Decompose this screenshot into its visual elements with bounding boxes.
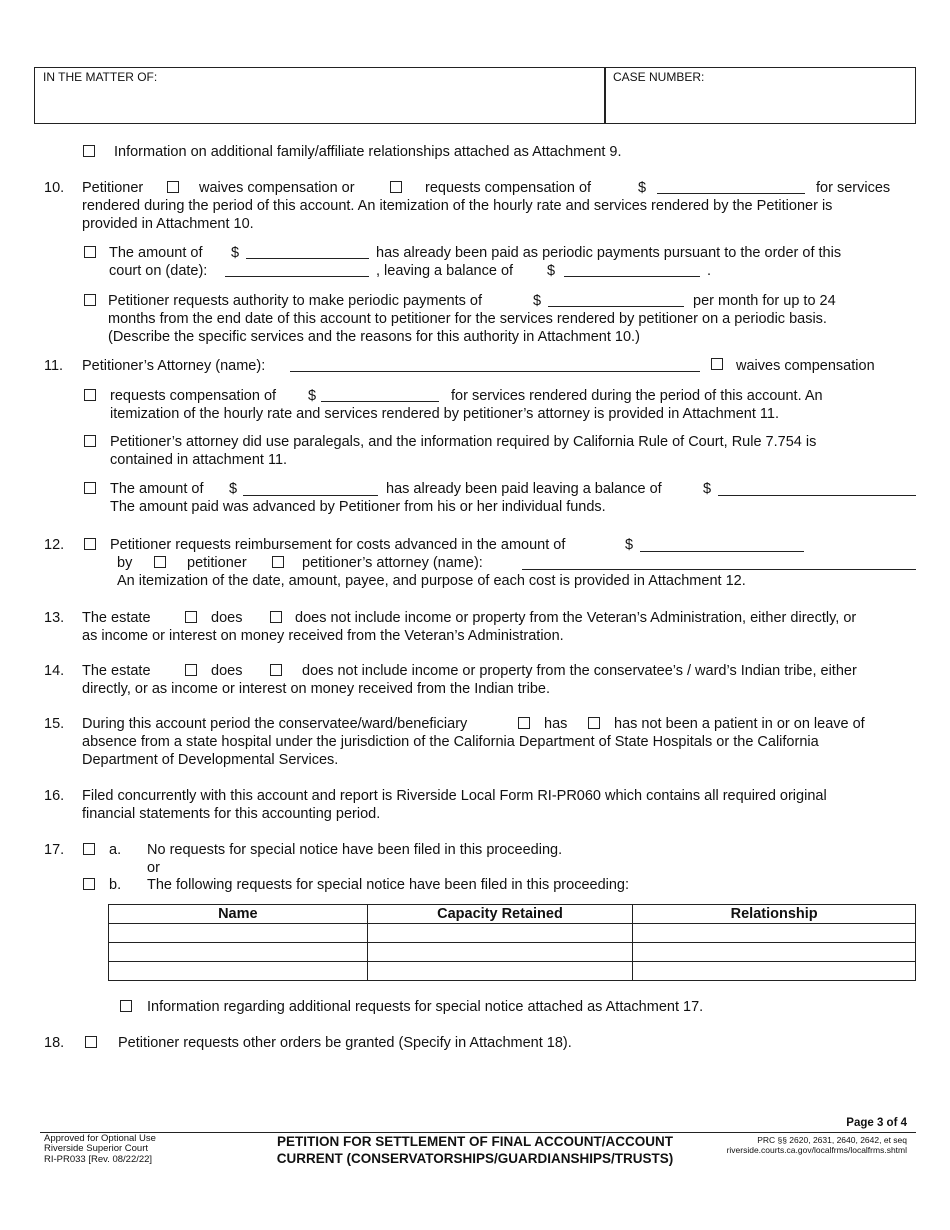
- page-number: Page 3 of 4: [846, 1117, 907, 1129]
- item-15-number: 15.: [44, 716, 65, 732]
- no-special-notice-checkbox[interactable]: [83, 843, 95, 855]
- item-13-estate: The estate: [82, 610, 151, 626]
- dollar-sign: $: [703, 481, 712, 497]
- tribe-does-not-checkbox[interactable]: [270, 664, 282, 676]
- item-10-waives: waives compensation or: [199, 180, 355, 196]
- attorney-waives-checkbox[interactable]: [711, 358, 723, 370]
- item-14-does: does: [211, 663, 243, 679]
- balance-amount-field[interactable]: [564, 276, 700, 277]
- item-17b-label: b.: [109, 877, 122, 893]
- item-17a-label: a.: [109, 842, 122, 858]
- column-header-relationship: Relationship: [633, 905, 916, 924]
- item-18-number: 18.: [44, 1035, 65, 1051]
- table-cell[interactable]: [109, 943, 368, 962]
- attorney-paid-amount-field[interactable]: [243, 495, 378, 496]
- paralegals-checkbox[interactable]: [84, 435, 96, 447]
- attorney-paid-checkbox[interactable]: [84, 482, 96, 494]
- item-11b-text: Petitioner’s attorney did use paralegals, and the information required by California Rule of Court, Rule 7.754 is: [110, 434, 817, 450]
- requests-compensation-checkbox[interactable]: [390, 181, 402, 193]
- item-15-has: has: [544, 716, 568, 732]
- dollar-sign: $: [533, 293, 542, 309]
- table-row: [109, 962, 916, 981]
- attorney-balance-field[interactable]: [718, 495, 916, 496]
- item-10a-court: court on (date):: [109, 263, 208, 279]
- item-11-waives: waives compensation: [736, 358, 875, 374]
- periodic-paid-checkbox[interactable]: [84, 246, 96, 258]
- item-11c-line2: The amount paid was advanced by Petitioner from his or her individual funds.: [110, 499, 606, 515]
- matter-label: IN THE MATTER OF:: [43, 70, 158, 84]
- item-17a-text: No requests for special notice have been filed in this proceeding.: [147, 842, 563, 858]
- hospital-has-not-checkbox[interactable]: [588, 717, 600, 729]
- column-header-capacity: Capacity Retained: [367, 905, 633, 924]
- table-cell[interactable]: [633, 962, 916, 981]
- table-cell[interactable]: [633, 924, 916, 943]
- item-13-number: 13.: [44, 610, 65, 626]
- dollar-sign: $: [231, 245, 240, 261]
- item-16-line2: financial statements for this accounting period.: [82, 806, 381, 822]
- attachment-17-checkbox[interactable]: [120, 1000, 132, 1012]
- item-15-line2: absence from a state hospital under the jurisdiction of the California Department of State Hospitals or the California: [82, 734, 819, 750]
- table-header-row: [109, 905, 916, 924]
- column-header-name: Name: [109, 905, 368, 924]
- attachment-9-text: Information on additional family/affiliate relationships attached as Attachment 9.: [114, 144, 622, 160]
- item-16-number: 16.: [44, 788, 65, 804]
- by-attorney-checkbox[interactable]: [272, 556, 284, 568]
- table-row: [109, 943, 916, 962]
- periodic-authority-checkbox[interactable]: [84, 294, 96, 306]
- attorney-requests-checkbox[interactable]: [84, 389, 96, 401]
- reimbursement-amount-field[interactable]: [640, 551, 804, 552]
- item-10a-leaving: , leaving a balance of: [376, 263, 514, 279]
- attachment-9-checkbox[interactable]: [83, 145, 95, 157]
- item-17-number: 17.: [44, 842, 65, 858]
- item-13-text: does not include income or property from the Veteran’s Administration, either directly, or: [295, 610, 857, 626]
- item-12-attorney: petitioner’s attorney (name):: [302, 555, 483, 571]
- item-10-requests: requests compensation of: [425, 180, 592, 196]
- item-10-for-services: for services: [816, 180, 891, 196]
- item-12-text: Petitioner requests reimbursement for costs advanced in the amount of: [110, 537, 566, 553]
- item-10b-line2: months from the end date of this account to petitioner for the services rendered by petitioner on a periodic basis.: [108, 311, 827, 327]
- footer-statute: PRC §§ 2620, 2631, 2640, 2642, et seq: [757, 1135, 907, 1145]
- hospital-has-checkbox[interactable]: [518, 717, 530, 729]
- item-11a-requests: requests compensation of: [110, 388, 277, 404]
- table-cell[interactable]: [367, 962, 633, 981]
- item-10-line3: provided in Attachment 10.: [82, 216, 254, 232]
- footer-court: Riverside Superior Court: [44, 1143, 149, 1154]
- item-13-line2: as income or interest on money received from the Veteran’s Administration.: [82, 628, 564, 644]
- attachment-17-text: Information regarding additional requests for special notice attached as Attachment 17.: [147, 999, 704, 1015]
- item-10b-line3: (Describe the specific services and the reasons for this authority in Attachment 10.): [108, 329, 640, 345]
- table-cell[interactable]: [633, 943, 916, 962]
- item-11b-line2: contained in attachment 11.: [110, 452, 288, 468]
- item-16-line1: Filed concurrently with this account and report is Riverside Local Form RI-PR060 which contains all required original: [82, 788, 827, 804]
- item-11-attorney: Petitioner’s Attorney (name):: [82, 358, 266, 374]
- item-11c-text: has already been paid leaving a balance of: [386, 481, 662, 497]
- footer-url: riverside.courts.ca.gov/localfrms/localfrms.shtml: [726, 1145, 907, 1155]
- dollar-sign: $: [638, 180, 647, 196]
- reimbursement-attorney-name-field[interactable]: [522, 569, 916, 570]
- item-14-estate: The estate: [82, 663, 151, 679]
- item-15-text: During this account period the conservatee/ward/beneficiary: [82, 716, 468, 732]
- item-15-has-not: has not been a patient in or on leave of: [614, 716, 865, 732]
- item-14-text: does not include income or property from the conservatee’s / ward’s Indian tribe, either: [302, 663, 857, 679]
- caption-box: [34, 67, 916, 124]
- waives-compensation-checkbox[interactable]: [167, 181, 179, 193]
- dollar-sign: $: [308, 388, 317, 404]
- court-date-field[interactable]: [225, 276, 369, 277]
- tribe-does-checkbox[interactable]: [185, 664, 197, 676]
- caption-divider: [604, 67, 606, 124]
- item-12-line3: An itemization of the date, amount, payee, and purpose of each cost is provided in Attachment 12.: [117, 573, 746, 589]
- item-10b-text: Petitioner requests authority to make periodic payments of: [108, 293, 482, 309]
- table-cell[interactable]: [109, 962, 368, 981]
- item-14-line2: directly, or as income or interest on money received from the Indian tribe.: [82, 681, 550, 697]
- table-cell[interactable]: [109, 924, 368, 943]
- form-title-line2: CURRENT (CONSERVATORSHIPS/GUARDIANSHIPS/TRUSTS): [276, 1151, 674, 1166]
- dollar-sign: $: [547, 263, 556, 279]
- va-does-not-checkbox[interactable]: [270, 611, 282, 623]
- case-number-label: CASE NUMBER:: [613, 70, 705, 84]
- item-10-petitioner: Petitioner: [82, 180, 144, 196]
- item-12-by: by: [117, 555, 133, 571]
- item-10-number: 10.: [44, 180, 65, 196]
- compensation-amount-field[interactable]: [657, 193, 805, 194]
- monthly-payment-field[interactable]: [548, 306, 684, 307]
- item-10a-amount: The amount of: [109, 245, 203, 261]
- attorney-compensation-field[interactable]: [321, 401, 439, 402]
- item-11c-amount: The amount of: [110, 481, 204, 497]
- footer-form-id: RI-PR033 [Rev. 08/22/22]: [44, 1154, 153, 1165]
- item-10-line2: rendered during the period of this account. An itemization of the hourly rate and services rendered by the Petitioner is: [82, 198, 833, 214]
- item-10a-period: .: [707, 263, 712, 279]
- dollar-sign: $: [625, 537, 634, 553]
- item-11-number: 11.: [44, 358, 64, 374]
- item-17-or: or: [147, 860, 160, 876]
- footer-approved: Approved for Optional Use: [44, 1133, 156, 1144]
- other-orders-checkbox[interactable]: [85, 1036, 97, 1048]
- item-11a-text: for services rendered during the period of this account. An: [451, 388, 823, 404]
- item-12-number: 12.: [44, 537, 65, 553]
- table-cell[interactable]: [367, 924, 633, 943]
- item-13-does: does: [211, 610, 243, 626]
- form-title-line1: PETITION FOR SETTLEMENT OF FINAL ACCOUNT/ACCOUNT: [277, 1134, 673, 1149]
- item-14-number: 14.: [44, 663, 65, 679]
- item-18-text: Petitioner requests other orders be granted (Specify in Attachment 18).: [118, 1035, 572, 1051]
- item-10b-per-month: per month for up to 24: [693, 293, 836, 309]
- item-15-line3: Department of Developmental Services.: [82, 752, 339, 768]
- by-petitioner-checkbox[interactable]: [154, 556, 166, 568]
- attorney-name-field[interactable]: [290, 371, 700, 372]
- special-notice-table: [108, 904, 916, 981]
- table-row: [109, 924, 916, 943]
- table-cell[interactable]: [367, 943, 633, 962]
- dollar-sign: $: [229, 481, 238, 497]
- special-notice-filed-checkbox[interactable]: [83, 878, 95, 890]
- va-does-checkbox[interactable]: [185, 611, 197, 623]
- item-11a-line2: itemization of the hourly rate and services rendered by petitioner’s attorney is provided in Attachment 11.: [110, 406, 779, 422]
- item-10a-text: has already been paid as periodic payments pursuant to the order of this: [376, 245, 842, 261]
- periodic-paid-amount-field[interactable]: [246, 258, 369, 259]
- item-12-petitioner: petitioner: [187, 555, 247, 571]
- item-17b-text: The following requests for special notice have been filed in this proceeding:: [147, 877, 630, 893]
- reimbursement-checkbox[interactable]: [84, 538, 96, 550]
